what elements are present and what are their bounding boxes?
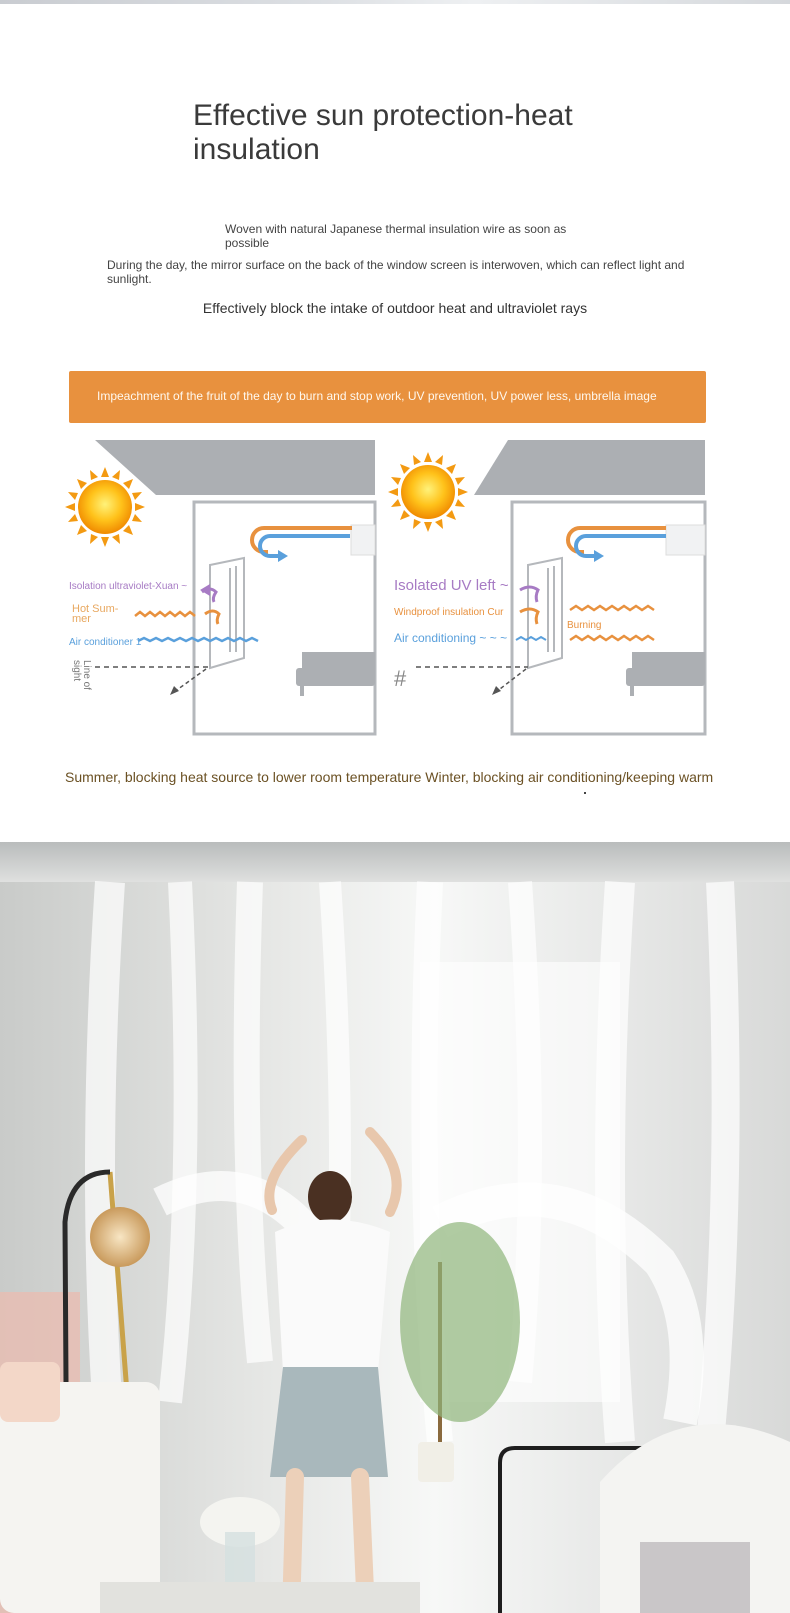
- banner-text: Impeachment of the fruit of the day to burn and stop work, UV prevention, UV power less, umbrella image: [97, 389, 657, 403]
- burning-wave-top: [570, 606, 654, 610]
- sight-arrow-head: [492, 686, 501, 695]
- subtitle-line-3: Effectively block the intake of outdoor heat and ultraviolet rays: [202, 300, 588, 316]
- caption-dot: [584, 792, 586, 794]
- label-ac-left: Air conditioner 1: [69, 637, 142, 648]
- page-title: Effective sun protection-heat insulation: [193, 99, 573, 166]
- orange-banner: [69, 371, 706, 423]
- living-room-curtain-photo: [0, 842, 790, 1613]
- curtain-panel: [528, 558, 562, 668]
- sight-arrow-head: [170, 686, 179, 695]
- roof-shape: [474, 440, 705, 495]
- heat-return-arrow: [568, 528, 666, 552]
- label-sight-2: sight: [71, 660, 82, 682]
- cool-arrow-head: [594, 550, 604, 562]
- cool-return-arrow: [260, 536, 350, 556]
- label-ac-right: Air conditioning ~ ~ ~: [394, 631, 508, 645]
- ac-unit: [351, 525, 375, 555]
- sofa-icon: [296, 652, 375, 696]
- label-windproof: Windproof insulation Cur: [394, 607, 504, 618]
- subtitle-line-1: Woven with natural Japanese thermal insulation wire as soon as possible: [225, 222, 567, 250]
- label-uv-right: Isolated UV left ~: [394, 577, 509, 594]
- label-hot-summer-2: mer: [72, 613, 91, 625]
- burning-wave-bottom: [570, 636, 654, 640]
- heat-return-arrow: [252, 528, 352, 552]
- sofa: [0, 1362, 160, 1613]
- sun-icon: [388, 452, 468, 532]
- cool-return-arrow: [576, 536, 666, 556]
- sofa-icon: [626, 652, 705, 696]
- label-burning: Burning: [567, 620, 602, 631]
- uv-arrow-head: [200, 584, 210, 596]
- insulation-diagram: [60, 440, 720, 740]
- subtitle-line-2: During the day, the mirror surface on the back of the window screen is interwoven, which can reflect light and sunlight.: [107, 258, 685, 286]
- hash-mark: #: [394, 666, 407, 691]
- top-photo-edge: [0, 0, 790, 4]
- label-uv-left: Isolation ultraviolet-Xuan ~: [69, 581, 188, 592]
- label-sight-1: Line of: [81, 660, 92, 691]
- caption-text: Summer, blocking heat source to lower room temperature Winter, blocking air conditioning/keeping warm: [65, 769, 714, 785]
- ac-unit: [666, 525, 705, 555]
- label-hot-summer-1: Hot Sum-: [72, 603, 119, 615]
- sun-icon: [65, 467, 145, 547]
- roof-shape: [95, 440, 375, 495]
- heat-wave: [135, 612, 195, 616]
- sight-arrow: [174, 669, 206, 692]
- cool-arrow-head: [278, 550, 288, 562]
